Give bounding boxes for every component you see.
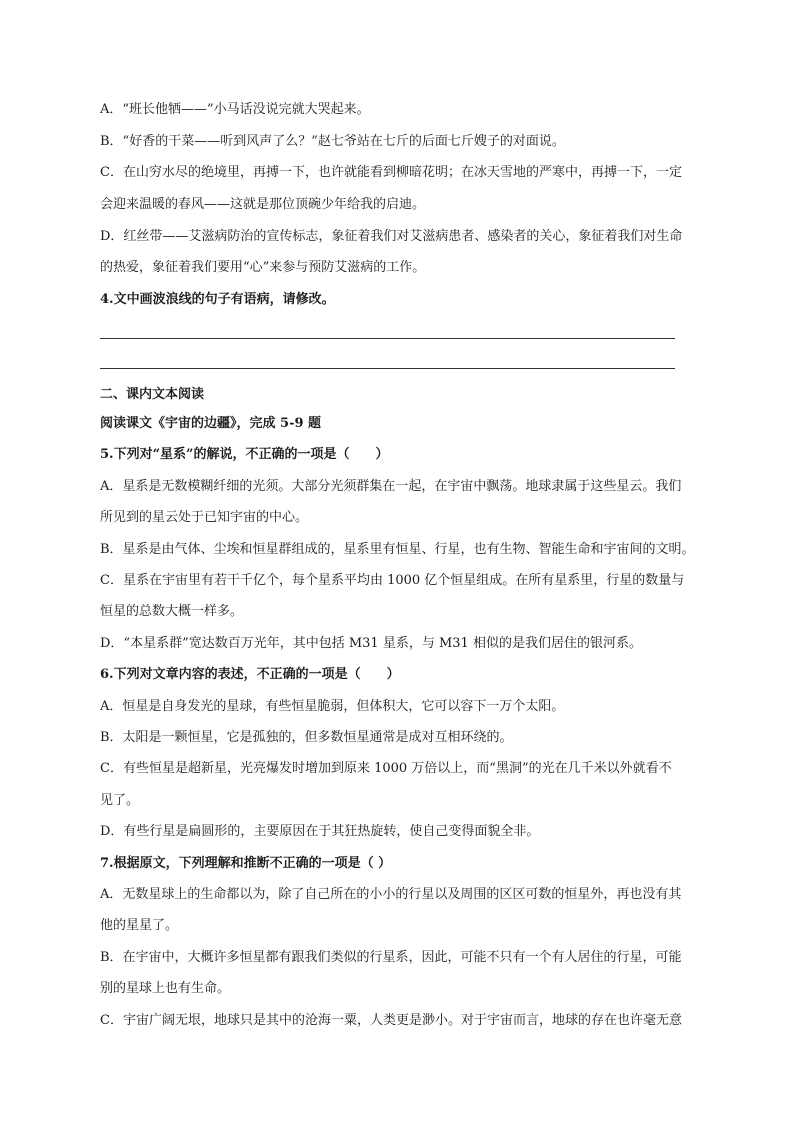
q6-option-c-line1: C．有些恒星是超新星，光亮爆发时增加到原来 1000 万倍以上，而“黑洞”的光在几千米以外就看不 [100, 761, 672, 776]
section2-instruction: 阅读课文《宇宙的边疆》，完成 5-9 题 [100, 416, 322, 431]
q3-option-d-line2: 的热爱，象征着我们要用“心”来参与预防艾滋病的工作。 [100, 260, 426, 275]
q6-title: 6.下列对文章内容的表述，不正确的一项是（ ） [100, 667, 400, 682]
q3-option-c-line2: 会迎来温暖的春风——这就是那位顶碗少年给我的启迪。 [100, 197, 426, 212]
q7-option-a-line2: 他的星星了。 [100, 918, 179, 933]
q5-option-a-line1: A．星系是无数模糊纤细的光须。大部分光须群集在一起，在宇宙中飘荡。地球隶属于这些星云。我们 [100, 479, 682, 494]
q3-option-a: A．“班长他牺——”小马话没说完就大哭起来。 [100, 102, 370, 117]
q3-option-b: B．“好香的干菜——听到风声了么？”赵七爷站在七斤的后面七斤嫂子的对面说。 [100, 134, 565, 149]
section2-heading: 二、课内文本阅读 [100, 387, 205, 402]
q7-option-c-line1: C．宇宙广阔无垠，地球只是其中的沧海一粟，人类更是渺小。对于宇宙而言，地球的存在也许毫无意 [100, 1013, 682, 1028]
q7-option-a-line1: A．无数星球上的生命都以为，除了自己所在的小小的行星以及周围的区区可数的恒星外，再也没有其 [100, 887, 682, 902]
answer-line-2[interactable] [100, 368, 675, 369]
q5-option-c-line1: C．星系在宇宙里有若干千亿个，每个星系平均由 1000 亿个恒星组成。在所有星系里，行星的数量与 [100, 573, 685, 588]
q6-option-d: D．有些行星是扁圆形的，主要原因在于其狂热旋转，使自己变得面貌全非。 [100, 824, 540, 839]
q3-option-c-line1: C．在山穷水尽的绝境里，再搏一下，也许就能看到柳暗花明；在冰天雪地的严寒中，再搏一下，一定 [100, 165, 682, 180]
q5-option-b: B．星系是由气体、尘埃和恒星群组成的，星系里有恒星、行星，也有生物、智能生命和宇宙间的文明。 [100, 542, 695, 557]
q7-option-b-line2: 别的星球上也有生命。 [100, 981, 231, 996]
q7-option-b-line1: B．在宇宙中，大概许多恒星都有跟我们类似的行星系，因此，可能不只有一个有人居住的行星，可能 [100, 950, 682, 965]
q5-option-c-line2: 恒星的总数大概一样多。 [100, 604, 244, 619]
q5-title: 5.下列对“星系”的解说，不正确的一项是（ ） [100, 447, 389, 462]
answer-line-1[interactable] [100, 338, 675, 339]
q6-option-c-line2: 见了。 [100, 793, 140, 808]
q6-option-a: A．恒星是自身发光的星球，有些恒星脆弱，但体积大，它可以容下一万个太阳。 [100, 699, 565, 714]
q6-option-b: B．太阳是一颗恒星，它是孤独的，但多数恒星通常是成对互相环绕的。 [100, 730, 513, 745]
q3-option-d-line1: D．红丝带——艾滋病防治的宣传标志，象征着我们对艾滋病患者、感染者的关心，象征着我们对生命 [100, 229, 683, 244]
q4-title: 4.文中画波浪线的句子有语病，请修改。 [100, 292, 335, 307]
q5-option-a-line2: 所见到的星云处于已知宇宙的中心。 [100, 510, 309, 525]
q7-title: 7.根据原文，下列理解和推断不正确的一项是（ ） [100, 856, 392, 871]
q5-option-d: D．“本星系群”宽达数百万光年，其中包括 M31 星系，与 M31 相似的是我们居住的银河系。 [100, 636, 642, 651]
